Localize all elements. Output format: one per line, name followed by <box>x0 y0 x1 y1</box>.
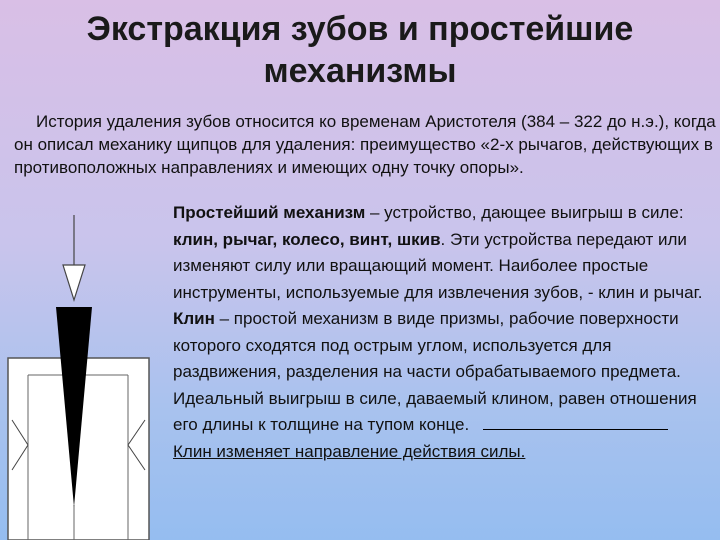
page-title <box>0 8 720 92</box>
title-line-1: Экстракция зубов и простейшие <box>86 10 634 48</box>
mechanism-def: – устройство, дающее выигрыш в силе: <box>365 203 684 222</box>
mechanism-term: Простейший механизм <box>173 203 366 222</box>
force-arrow-head <box>63 265 85 300</box>
wedge-diagram <box>0 215 160 540</box>
fill-in-blank <box>483 415 668 430</box>
wedge-def: – простой механизм в виде призмы, рабочие поверхности которого сходятся под острым углом, используется для раздвижения, разделения на части обрабатываемого предмета. Идеальный выигрыш в силе, даваемый клином, равен отношения его длины к толщине на тупом конце. <box>173 309 697 434</box>
mechanism-rest: . Эти устройства передают или изменяют силу или вращающий момент. Наиболее простые инструменты, используемые для извлечения зубов, - клин и рычаг. <box>173 229 703 302</box>
main-text <box>173 200 718 465</box>
title-line-2: механизмы <box>263 52 457 90</box>
wedge-paragraph <box>173 306 718 439</box>
conclusion-line: Клин изменяет направление действия силы. <box>173 441 526 461</box>
intro-paragraph: История удаления зубов относится ко временам Аристотеля (384 – 322 до н.э.), когда он описал механику щипцов для удаления: преимущество «2-х рычагов, действующих в противоположных направлениях и имеющих одну точку опоры». <box>14 112 716 177</box>
mechanism-paragraph <box>173 200 718 306</box>
wedge-term: Клин <box>173 309 215 328</box>
mechanism-examples: клин, рычаг, колесо, винт, шкив <box>173 229 441 249</box>
